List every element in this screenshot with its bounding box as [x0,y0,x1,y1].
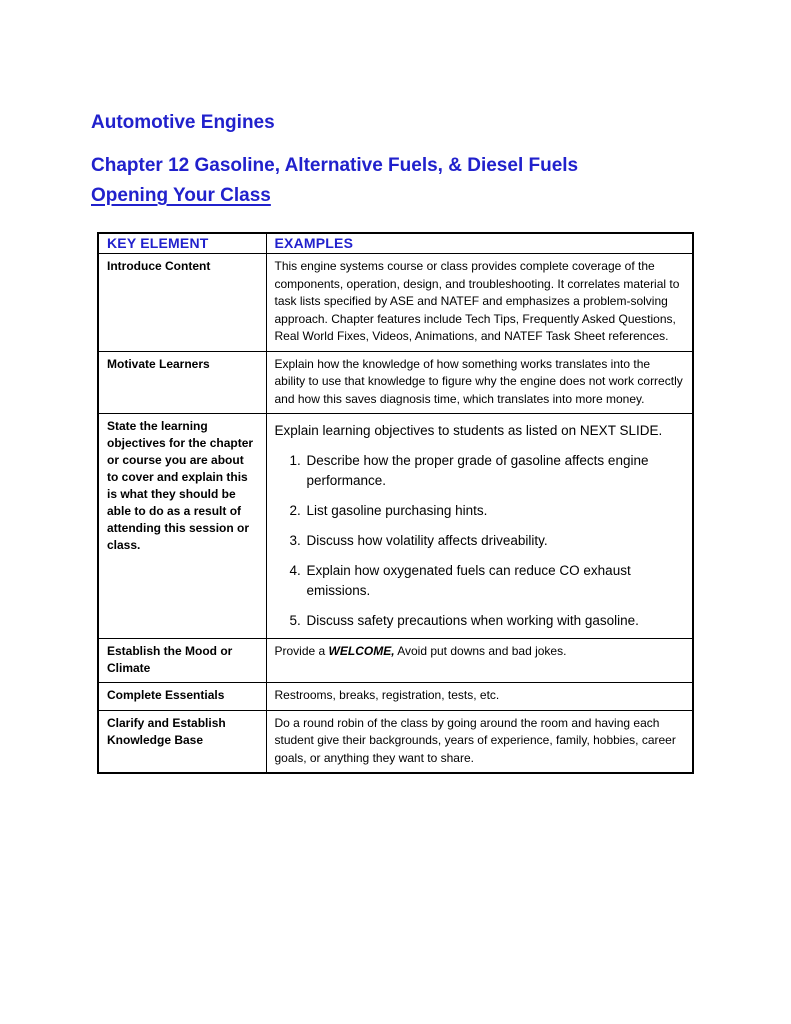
key-element-introduce-content: Introduce Content [98,254,266,352]
objective-item: 5. Discuss safety precautions when working with gasoline. [305,611,685,631]
section-title: Opening Your Class [91,185,271,206]
example-motivate-learners: Explain how the knowledge of how something works translates into the ability to use that knowledge to figure why the engine does not work correctly and how this saves diagnosis time, which translates into more money. [266,351,693,414]
objective-item: 4. Explain how oxygenated fuels can reduce CO exhaust emissions. [305,561,685,601]
key-element-clarify-knowledge: Clarify and Establish Knowledge Base [98,710,266,773]
table-row [98,414,693,639]
example-clarify-knowledge: Do a round robin of the class by going around the room and having each student give their backgrounds, years of experience, family, hobbies, career goals, or anything they want to share. [266,710,693,773]
example-text-prefix: Provide a [274,644,329,658]
key-element-table [97,232,694,774]
key-element-complete-essentials: Complete Essentials [98,683,266,711]
example-text-suffix: Avoid put downs and bad jokes. [394,644,567,658]
table-row [98,351,693,414]
example-learning-objectives [266,414,693,639]
table-row [98,639,693,683]
objectives-list [275,451,685,631]
key-element-establish-mood: Establish the Mood or Climate [98,639,266,683]
column-header-examples: EXAMPLES [266,233,693,254]
table-row [98,710,693,773]
objective-item: 3. Discuss how volatility affects driveability. [305,531,685,551]
key-element-motivate-learners: Motivate Learners [98,351,266,414]
chapter-title: Chapter 12 Gasoline, Alternative Fuels, & Diesel Fuels [91,155,579,176]
example-complete-essentials: Restrooms, breaks, registration, tests, etc. [266,683,693,711]
objective-item: 2. List gasoline purchasing hints. [305,501,685,521]
objective-item: 1. Describe how the proper grade of gasoline affects engine performance. [305,451,685,491]
objectives-intro: Explain learning objectives to students as listed on NEXT SLIDE. [274,423,663,438]
table-row [98,254,693,352]
table-row [98,683,693,711]
column-header-key-element: KEY ELEMENT [98,233,266,254]
example-introduce-content: This engine systems course or class provides complete coverage of the components, operation, design, and troubleshooting. It correlates material to task lists specified by ASE and NATEF and emphasizes a problem-solving approach. Chapter features include Tech Tips, Frequently Asked Questions, Real World Fixes, Videos, Animations, and NATEF Task Sheet references. [266,254,693,352]
key-element-learning-objectives: State the learning objectives for the chapter or course you are about to cover and explain this is what they should be able to do as a result of attending this session or class. [98,414,266,639]
page-title: Automotive Engines [91,112,275,133]
example-establish-mood [266,639,693,683]
title-block [0,0,791,211]
example-text-emphasis: WELCOME, [328,644,395,658]
table-header-row [98,233,693,254]
